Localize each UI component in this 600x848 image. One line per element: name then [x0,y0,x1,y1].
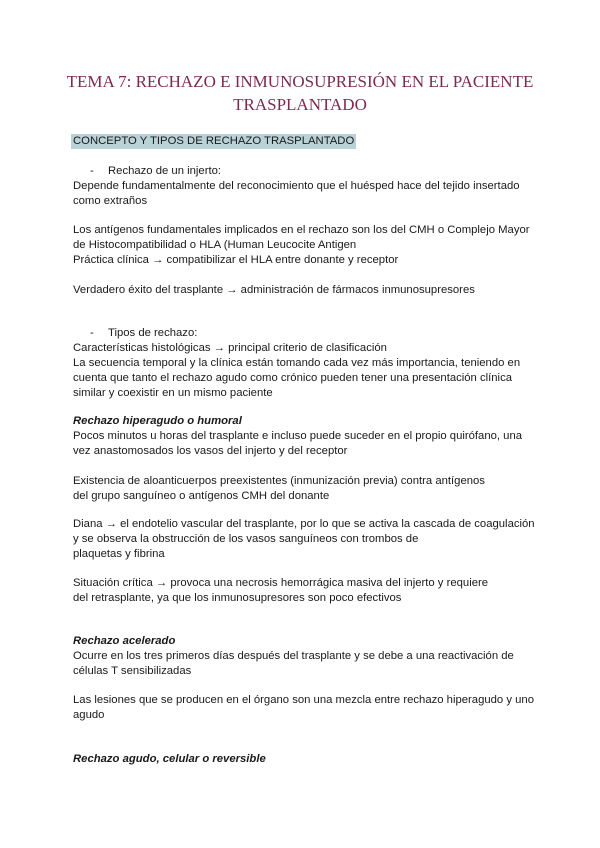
title-line-2: TRASPLANTADO [233,95,367,114]
paragraph-line: Depende fundamentalmente del reconocimiento que el huésped hace del tejido insertado [73,180,520,192]
paragraph-line: del grupo sanguíneo o antígenos CMH del donante [73,490,330,502]
paragraph-line: Los antígenos fundamentales implicados en el rechazo son los del CMH o Complejo Mayor [73,224,530,236]
paragraph-line: La secuencia temporal y la clínica están tomando cada vez más importancia, teniendo en [73,357,521,369]
paragraph-line: y se observa la obstrucción de los vasos sanguíneos con trombos de [73,533,419,545]
paragraph-line: Ocurre en los tres primeros días después del trasplante y se debe a una reactivación de [73,650,514,662]
paragraph-line: Las lesiones que se producen en el órgano son una mezcla entre rechazo hiperagudo y uno [73,694,534,706]
paragraph-line: Diana → el endotelio vascular del trasplante, por lo que se activa la cascada de coagulación [73,518,535,530]
paragraph-line: del retrasplante, ya que los inmunosupresores son poco efectivos [73,592,402,604]
title-line-1: TEMA 7: RECHAZO E INMUNOSUPRESIÓN EN EL PACIENTE [66,72,534,91]
bullet-dash: - [90,327,94,339]
paragraph-line: cuenta que tanto el rechazo agudo como crónico pueden tener una presentación clínica [73,372,512,384]
bullet-tipos-rechazo: Tipos de rechazo: [108,327,198,339]
bullet-rechazo-injerto: Rechazo de un injerto: [108,165,222,177]
paragraph-line: Existencia de aloanticuerpos preexistentes (inmunización previa) contra antígenos [73,475,485,487]
paragraph-line: vez anastomosados los vasos del injerto y del receptor [73,445,348,457]
section-heading: CONCEPTO Y TIPOS DE RECHAZO TRASPLANTADO [73,135,355,147]
paragraph-line: células T sensibilizadas [73,665,192,677]
subheading-agudo: Rechazo agudo, celular o reversible [73,753,266,765]
paragraph-line: Situación crítica → provoca una necrosis hemorrágica masiva del injerto y requiere [73,577,489,589]
subheading-acelerado: Rechazo acelerado [73,635,176,647]
paragraph-line: como extraños [73,195,148,207]
paragraph-line: Pocos minutos u horas del trasplante e incluso puede suceder en el propio quirófano, una [73,430,523,442]
bullet-dash: - [90,165,94,177]
paragraph-line: agudo [73,709,105,721]
paragraph-line: Práctica clínica → compatibilizar el HLA entre donante y receptor [73,254,399,266]
paragraph-line: similar y coexistir en un mismo paciente [73,387,273,399]
paragraph-line: Verdadero éxito del trasplante → administración de fármacos inmunosupresores [73,284,475,296]
paragraph-line: Características histológicas → principal criterio de clasificación [73,342,387,354]
paragraph-line: plaquetas y fibrina [73,548,165,560]
paragraph-line: de Histocompatibilidad o HLA (Human Leucocite Antigen [73,239,357,251]
subheading-hiperagudo: Rechazo hiperagudo o humoral [73,415,242,427]
page-title [60,70,540,116]
